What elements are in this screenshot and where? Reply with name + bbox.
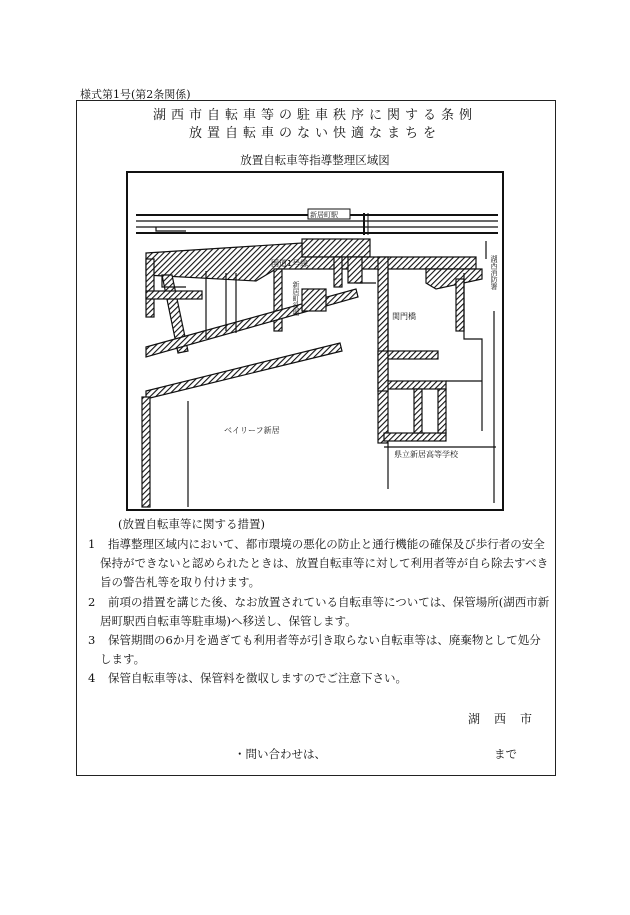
town-office-label: 新居町役場 xyxy=(292,281,300,316)
high-school-label: 県立新居高等学校 xyxy=(394,450,458,459)
measure-item-1 xyxy=(80,535,550,593)
inquiry-until: まで xyxy=(494,747,517,761)
zone-map xyxy=(126,171,504,511)
form-number: 様式第1号(第2条関係) xyxy=(80,88,191,101)
slogan: 放置自転車のない快適なまちを xyxy=(188,126,441,141)
item-number: 4 xyxy=(88,671,96,685)
fire-station-label: 湖西消防署 xyxy=(490,255,498,290)
inquiry-label: ・問い合わせは、 xyxy=(234,747,326,761)
item-text: 前項の措置を講じた後、なお放置されている自転車等については、保管場所(湖西市新居町駅西自転車等駐車場)へ移送し、保管します。 xyxy=(100,595,550,628)
issuer-city: 湖西市 xyxy=(468,712,547,726)
map-title: 放置自転車等指導整理区域図 xyxy=(240,153,390,167)
bayleaf-label: ベイリーフ新居 xyxy=(224,426,280,435)
item-text: 保管自転車等は、保管料を徴収しますのでご注意下さい。 xyxy=(108,671,407,685)
measure-item-4 xyxy=(80,669,550,689)
item-text: 指導整理区域内において、都市環境の悪化の防止と通行機能の確保及び歩行者の安全保持ができないと認められたときは、放置自転車等に対して利用者等が自ら除去すべき旨の警告札等を取り付けます。 xyxy=(100,537,549,589)
measure-item-3 xyxy=(80,631,550,669)
station-label: 新居町駅 xyxy=(310,211,338,219)
item-text: 保管期間の6か月を過ぎても利用者等が引き取らない自転車等は、廃棄物として処分します。 xyxy=(100,633,541,666)
sekimon-bridge-label: 関門橋 xyxy=(392,312,416,321)
measures-heading: (放置自転車等に関する措置) xyxy=(118,517,265,531)
item-number: 1 xyxy=(88,537,96,551)
item-number: 3 xyxy=(88,633,96,647)
ordinance-title: 湖西市自転車等の駐車秩序に関する条例 xyxy=(152,108,477,123)
item-number: 2 xyxy=(88,595,96,609)
route1-label: 国道1号線 xyxy=(271,259,309,268)
measure-item-2 xyxy=(80,593,550,631)
